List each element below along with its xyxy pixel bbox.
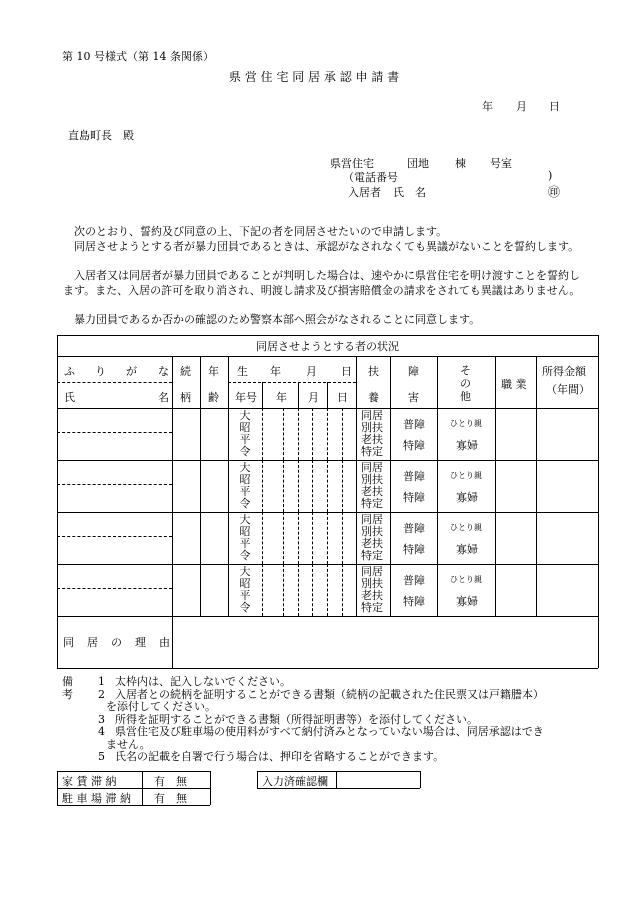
header-occupation: 職 業 bbox=[501, 378, 527, 391]
complex-label: 団地 bbox=[407, 157, 429, 170]
header-income-2: （年間） bbox=[546, 383, 590, 396]
pledge-paragraph-1: 次のとおり、誓約及び同意の上、下記の者を同居させたいので申請します。 bbox=[74, 225, 448, 238]
parking-arrears-label: 駐 車 場 滞 納 bbox=[62, 792, 131, 805]
header-birth-3: 月 bbox=[306, 365, 317, 378]
other-widow: 寡婦 bbox=[456, 491, 478, 504]
parking-arrears-status: 有 無 bbox=[154, 792, 187, 805]
input-check-label: 入力済確認欄 bbox=[262, 775, 328, 788]
support-options: 同居 別扶 老扶 特定 bbox=[361, 565, 383, 614]
furigana-divider bbox=[57, 536, 172, 537]
seal-mark: ㊞ bbox=[548, 185, 561, 199]
header-relation-1: 続 bbox=[180, 365, 191, 378]
phone-label: （電話番号 bbox=[343, 171, 398, 184]
other-single-parent: ひとり親 bbox=[450, 523, 482, 532]
name-label: 氏 名 bbox=[393, 186, 426, 199]
header-other-1: そ bbox=[460, 364, 471, 377]
furigana-divider bbox=[57, 588, 172, 589]
disability-general: 普障 bbox=[403, 574, 425, 587]
other-single-parent: ひとり親 bbox=[450, 419, 482, 428]
other-single-parent: ひとり親 bbox=[450, 471, 482, 480]
header-income-1: 所得金額 bbox=[542, 365, 586, 378]
phone-close: ) bbox=[548, 169, 553, 182]
header-era: 年号 bbox=[235, 391, 257, 404]
pledge-paragraph-4: 暴力団員であるか否かの確認のため警察本部へ照会がなされることに同意します。 bbox=[74, 313, 481, 326]
housing-label: 県営住宅 bbox=[330, 157, 374, 170]
header-other-3: 他 bbox=[460, 390, 471, 403]
header-age-2: 齢 bbox=[208, 391, 219, 404]
disability-special: 特障 bbox=[403, 491, 425, 504]
header-relation-2: 柄 bbox=[180, 391, 191, 404]
header-name-1: 氏 bbox=[64, 391, 75, 404]
furigana-divider bbox=[57, 432, 172, 433]
form-number: 第 10 号様式（第 14 条関係） bbox=[62, 50, 214, 63]
era-options: 大 昭 平 令 bbox=[239, 409, 251, 458]
addressee: 直島町長 殿 bbox=[68, 129, 134, 142]
building-label: 棟 bbox=[455, 157, 466, 170]
disability-special: 特障 bbox=[403, 595, 425, 608]
table-title: 同居させようとする者の状況 bbox=[256, 339, 399, 353]
header-disability-2: 害 bbox=[408, 391, 419, 404]
header-furigana-1: ふ bbox=[64, 365, 75, 378]
header-age-1: 年 bbox=[208, 365, 219, 378]
other-widow: 寡婦 bbox=[456, 439, 478, 452]
header-birth-4: 日 bbox=[341, 365, 352, 378]
header-furigana-2: り bbox=[95, 365, 106, 378]
disability-general: 普障 bbox=[403, 522, 425, 535]
header-other-2: の bbox=[460, 377, 471, 390]
rent-arrears-label: 家 賃 滞 納 bbox=[62, 775, 117, 788]
header-disability-1: 障 bbox=[408, 365, 419, 378]
header-birth-2: 年 bbox=[270, 365, 281, 378]
date-day: 日 bbox=[549, 100, 560, 113]
notes-label: 備考 bbox=[62, 675, 73, 701]
page-title: 県 営 住 宅 同 居 承 認 申 請 書 bbox=[229, 70, 400, 84]
date-year: 年 bbox=[482, 100, 493, 113]
disability-general: 普障 bbox=[403, 470, 425, 483]
disability-special: 特障 bbox=[403, 543, 425, 556]
pledge-paragraph-2: 同居させようとする者が暴力団員であるときは、承認がなされなくても異議がないことを誓約します。 bbox=[74, 240, 580, 253]
header-name-2: 名 bbox=[158, 391, 169, 404]
header-birth-1: 生 bbox=[237, 365, 248, 378]
pledge-paragraph-3: 入居者又は同居者が暴力団員であることが判明した場合は、速やかに県営住宅を明け渡すことを誓約します。また、入居の許可を取り消され、明渡し請求及び損害賠償金の請求をされても異議はありません。 bbox=[63, 269, 581, 297]
era-options: 大 昭 平 令 bbox=[239, 513, 251, 562]
reason-label: 同 居 の 理 由 bbox=[63, 636, 171, 649]
date-month: 月 bbox=[516, 100, 527, 113]
header-support-2: 養 bbox=[368, 391, 379, 404]
other-single-parent: ひとり親 bbox=[450, 575, 482, 584]
header-furigana-3: が bbox=[126, 365, 137, 378]
disability-general: 普障 bbox=[403, 418, 425, 431]
support-options: 同居 別扶 老扶 特定 bbox=[361, 409, 383, 458]
support-options: 同居 別扶 老扶 特定 bbox=[361, 513, 383, 562]
header-day: 日 bbox=[337, 391, 348, 404]
room-label: 号室 bbox=[490, 157, 512, 170]
furigana-divider bbox=[57, 484, 172, 485]
era-options: 大 昭 平 令 bbox=[239, 565, 251, 614]
header-furigana-4: な bbox=[158, 365, 169, 378]
header-month: 月 bbox=[308, 391, 319, 404]
other-widow: 寡婦 bbox=[456, 543, 478, 556]
other-widow: 寡婦 bbox=[456, 595, 478, 608]
resident-label: 入居者 bbox=[348, 186, 381, 199]
header-year: 年 bbox=[276, 391, 287, 404]
header-support-1: 扶 bbox=[368, 365, 379, 378]
support-options: 同居 別扶 老扶 特定 bbox=[361, 461, 383, 510]
era-options: 大 昭 平 令 bbox=[239, 461, 251, 510]
disability-special: 特障 bbox=[403, 439, 425, 452]
rent-arrears-status: 有 無 bbox=[154, 775, 187, 788]
